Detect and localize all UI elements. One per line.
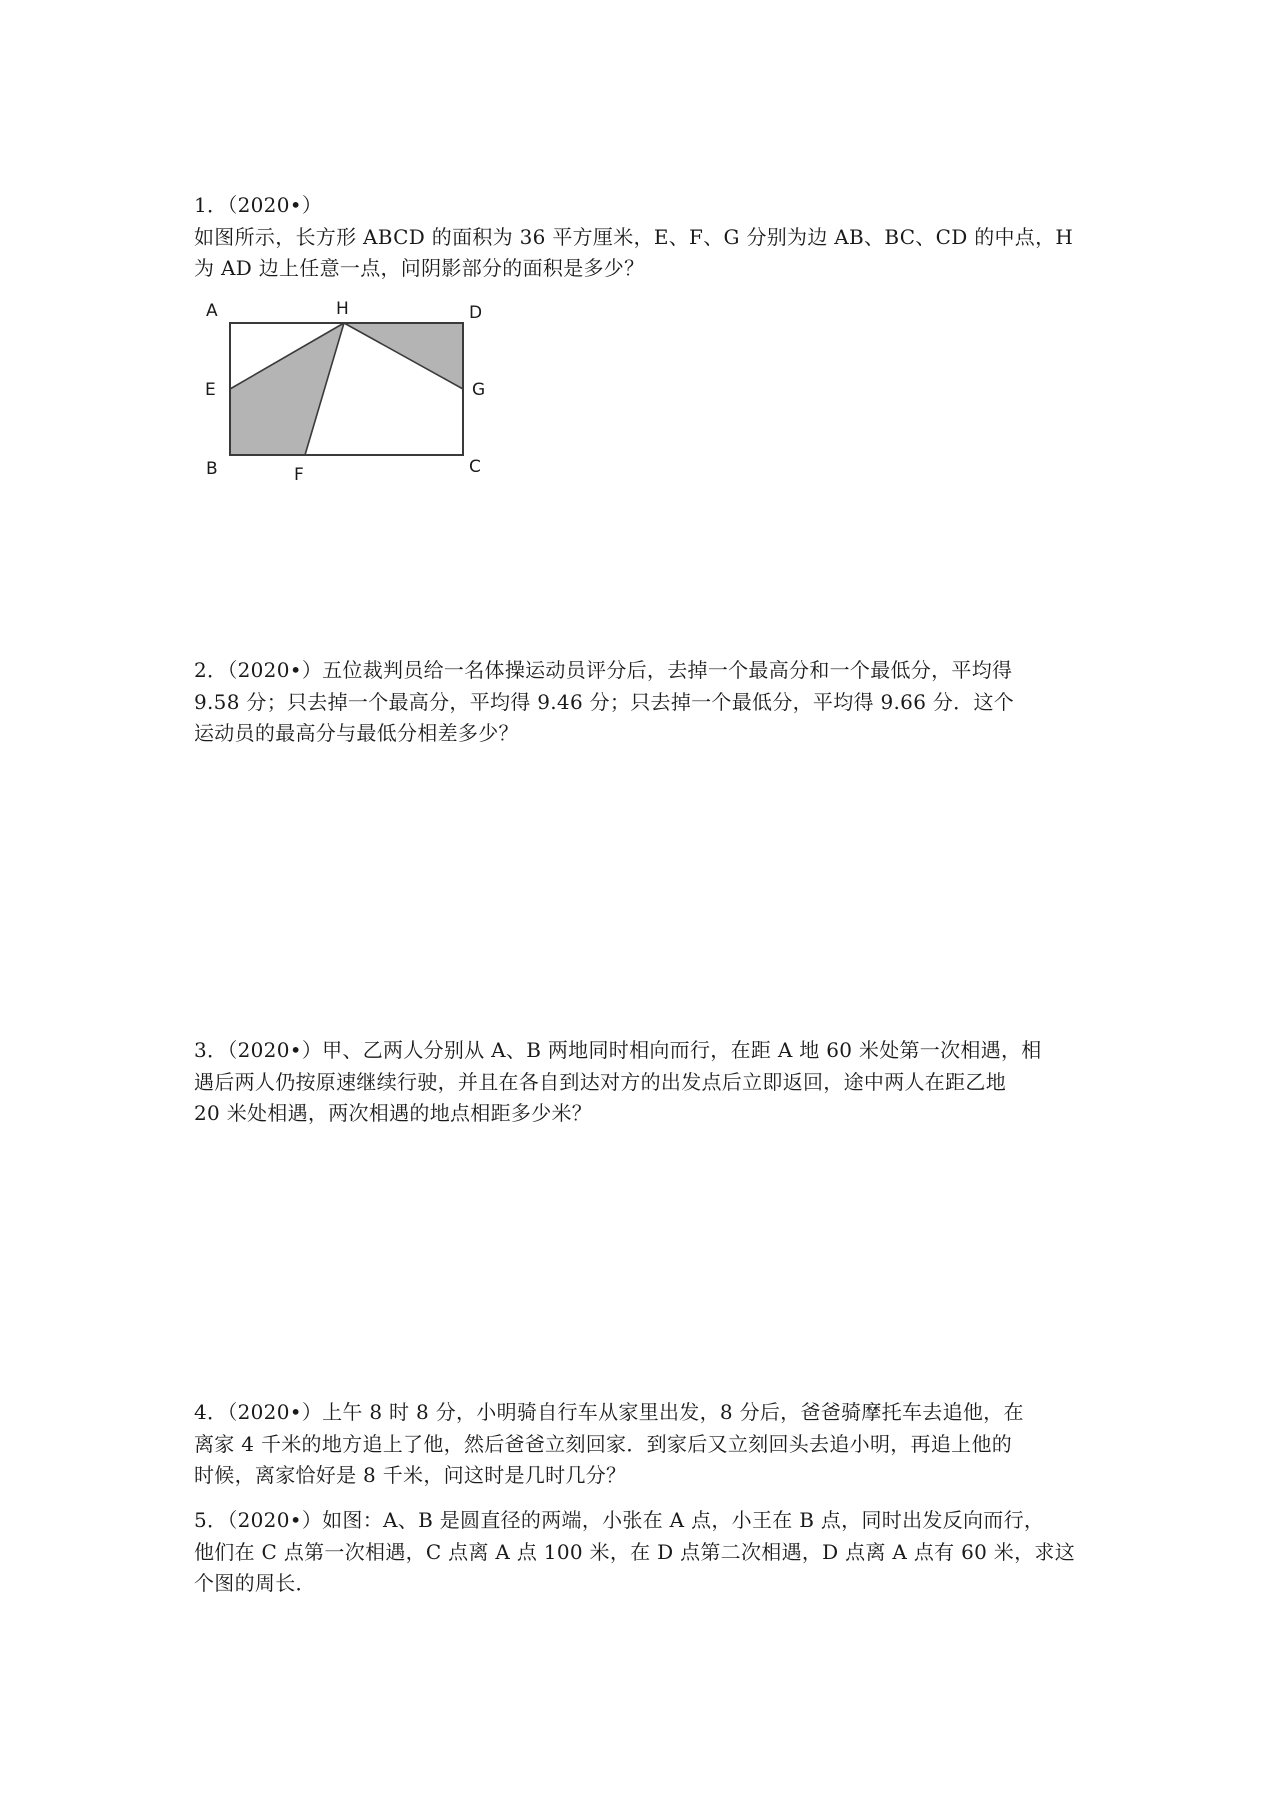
question-5-line-3: 个图的周长． — [194, 1571, 316, 1595]
label-c: C — [469, 457, 481, 477]
rectangle-abcd-diagram — [196, 290, 496, 486]
question-4-line-1: 4．（2020•）上午 8 时 8 分，小明骑自行车从家里出发，8 分后，爸爸骑摩托车去追他，在 — [194, 1400, 1024, 1424]
rectangle-abcd-figure — [196, 290, 496, 486]
label-h: H — [336, 299, 349, 319]
question-3-line-1: 3．（2020•）甲、乙两人分别从 A、B 两地同时相向而行，在距 A 地 60 米处第一次相遇，相 — [194, 1038, 1042, 1062]
label-f: F — [294, 465, 304, 485]
shaded-region-ehfb — [230, 323, 344, 455]
question-2-line-3: 运动员的最高分与最低分相差多少？ — [194, 721, 519, 745]
question-3-line-3: 20 米处相遇，两次相遇的地点相距多少米？ — [194, 1101, 593, 1125]
label-a: A — [206, 301, 218, 321]
question-2-line-1: 2．（2020•）五位裁判员给一名体操运动员评分后，去掉一个最高分和一个最低分，平均得 — [194, 658, 1013, 682]
label-e: E — [205, 380, 216, 400]
question-3-line-2: 遇后两人仍按原速继续行驶，并且在各自到达对方的出发点后立即返回，途中两人在距乙地 — [194, 1069, 1006, 1094]
question-2 — [194, 655, 1094, 750]
question-1-line-2: 如图所示，长方形 ABCD 的面积为 36 平方厘米，E、F、G 分别为边 AB、BC、CD 的中点，H — [194, 224, 1074, 249]
question-5-line-1: 5．（2020•）如图：A、B 是圆直径的两端，小张在 A 点，小王在 B 点，同时出发反向而行， — [194, 1508, 1045, 1532]
question-1-line-1: 1．（2020•） — [194, 193, 323, 217]
question-5 — [194, 1505, 1094, 1600]
question-4-line-2: 离家 4 千米的地方追上了他，然后爸爸立刻回家．到家后又立刻回头去追小明，再追上他的 — [194, 1431, 1013, 1456]
question-3 — [194, 1035, 1094, 1130]
question-1 — [194, 190, 1094, 285]
question-4 — [194, 1397, 1094, 1492]
question-2-line-2: 9.58 分；只去掉一个最高分，平均得 9.46 分；只去掉一个最低分，平均得 9.66 分．这个 — [194, 689, 1015, 714]
question-5-line-2: 他们在 C 点第一次相遇，C 点离 A 点 100 米，在 D 点第二次相遇，D 点离 A 点有 60 米，求这 — [194, 1539, 1075, 1564]
label-d: D — [469, 303, 483, 323]
question-1-line-3: 为 AD 边上任意一点，问阴影部分的面积是多少？ — [194, 256, 645, 280]
label-b: B — [206, 459, 218, 479]
question-4-line-3: 时候，离家恰好是 8 千米，问这时是几时几分？ — [194, 1463, 627, 1487]
label-g: G — [472, 380, 486, 400]
